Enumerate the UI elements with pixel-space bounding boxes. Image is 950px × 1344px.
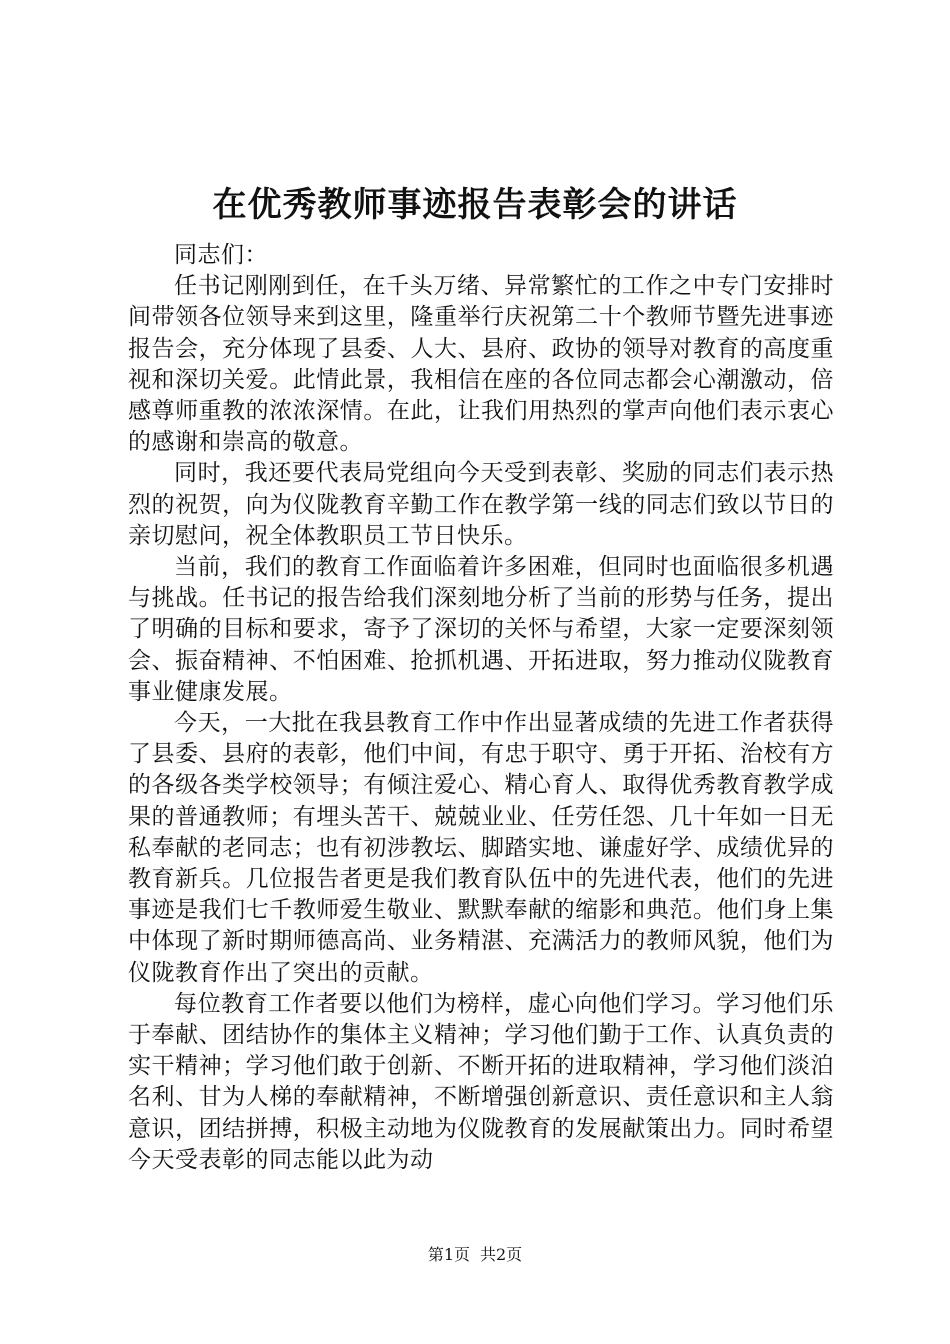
page-number: 第1页 xyxy=(427,1245,470,1264)
body-paragraph: 每位教育工作者要以他们为榜样，虚心向他们学习。学习他们乐于奉献、团结协作的集体主义精神；学习他们勤于工作、认真负责的实干精神；学习他们敢于创新、不断开拓的进取精神，学习他们淡泊名利、甘为人梯的奉献精神，不断增强创新意识、责任意识和主人翁意识，团结拼搏，积极主动地为仪陇教育的发展献策出力。同时希望今天受表彰的同志能以此为动 xyxy=(128,990,834,1173)
page-footer xyxy=(0,1244,950,1266)
body-paragraph: 今天，一大批在我县教育工作中作出显著成绩的先进工作者获得了县委、县府的表彰，他们中间，有忠于职守、勇于开拓、治校有方的各级各类学校领导；有倾注爱心、精心育人、取得优秀教育教学成果的普通教师；有埋头苦干、兢兢业业、任劳任怨、几十年如一日无私奉献的老同志；也有初涉教坛、脚踏实地、谦虚好学、成绩优异的教育新兵。几位报告者更是我们教育队伍中的先进代表，他们的先进事迹是我们七千教师爱生敬业、默默奉献的缩影和典范。他们身上集中体现了新时期师德高尚、业务精湛、充满活力的教师风貌，他们为仪陇教育作出了突出的贡献。 xyxy=(128,710,834,986)
body-paragraph: 任书记刚刚到任，在千头万绪、异常繁忙的工作之中专门安排时间带领各位领导来到这里，隆重举行庆祝第二十个教师节暨先进事迹报告会，充分体现了县委、人大、县府、政协的领导对教育的高度重视和深切关爱。此情此景，我相信在座的各位同志都会心潮激动，倍感尊师重教的浓浓深情。在此，让我们用热烈的掌声向他们表示衷心的感谢和崇高的敬意。 xyxy=(128,273,834,456)
document-title: 在优秀教师事迹报告表彰会的讲话 xyxy=(212,185,738,225)
body-paragraph: 同时，我还要代表局党组向今天受到表彰、奖励的同志们表示热烈的祝贺，向为仪陇教育辛勤工作在教学第一线的同志们致以节日的亲切慰问，祝全体教职员工节日快乐。 xyxy=(128,460,834,549)
body-paragraph: 当前，我们的教育工作面临着许多困难，但同时也面临很多机遇与挑战。任书记的报告给我们深刻地分析了当前的形势与任务，提出了明确的目标和要求，寄予了深切的关怀与希望，大家一定要深刻领会、振奋精神、不怕困难、抢抓机遇、开拓进取，努力推动仪陇教育事业健康发展。 xyxy=(128,554,834,705)
page-total: 共2页 xyxy=(480,1245,523,1264)
document-body xyxy=(128,240,834,1176)
salutation-paragraph: 同志们： xyxy=(174,242,268,268)
